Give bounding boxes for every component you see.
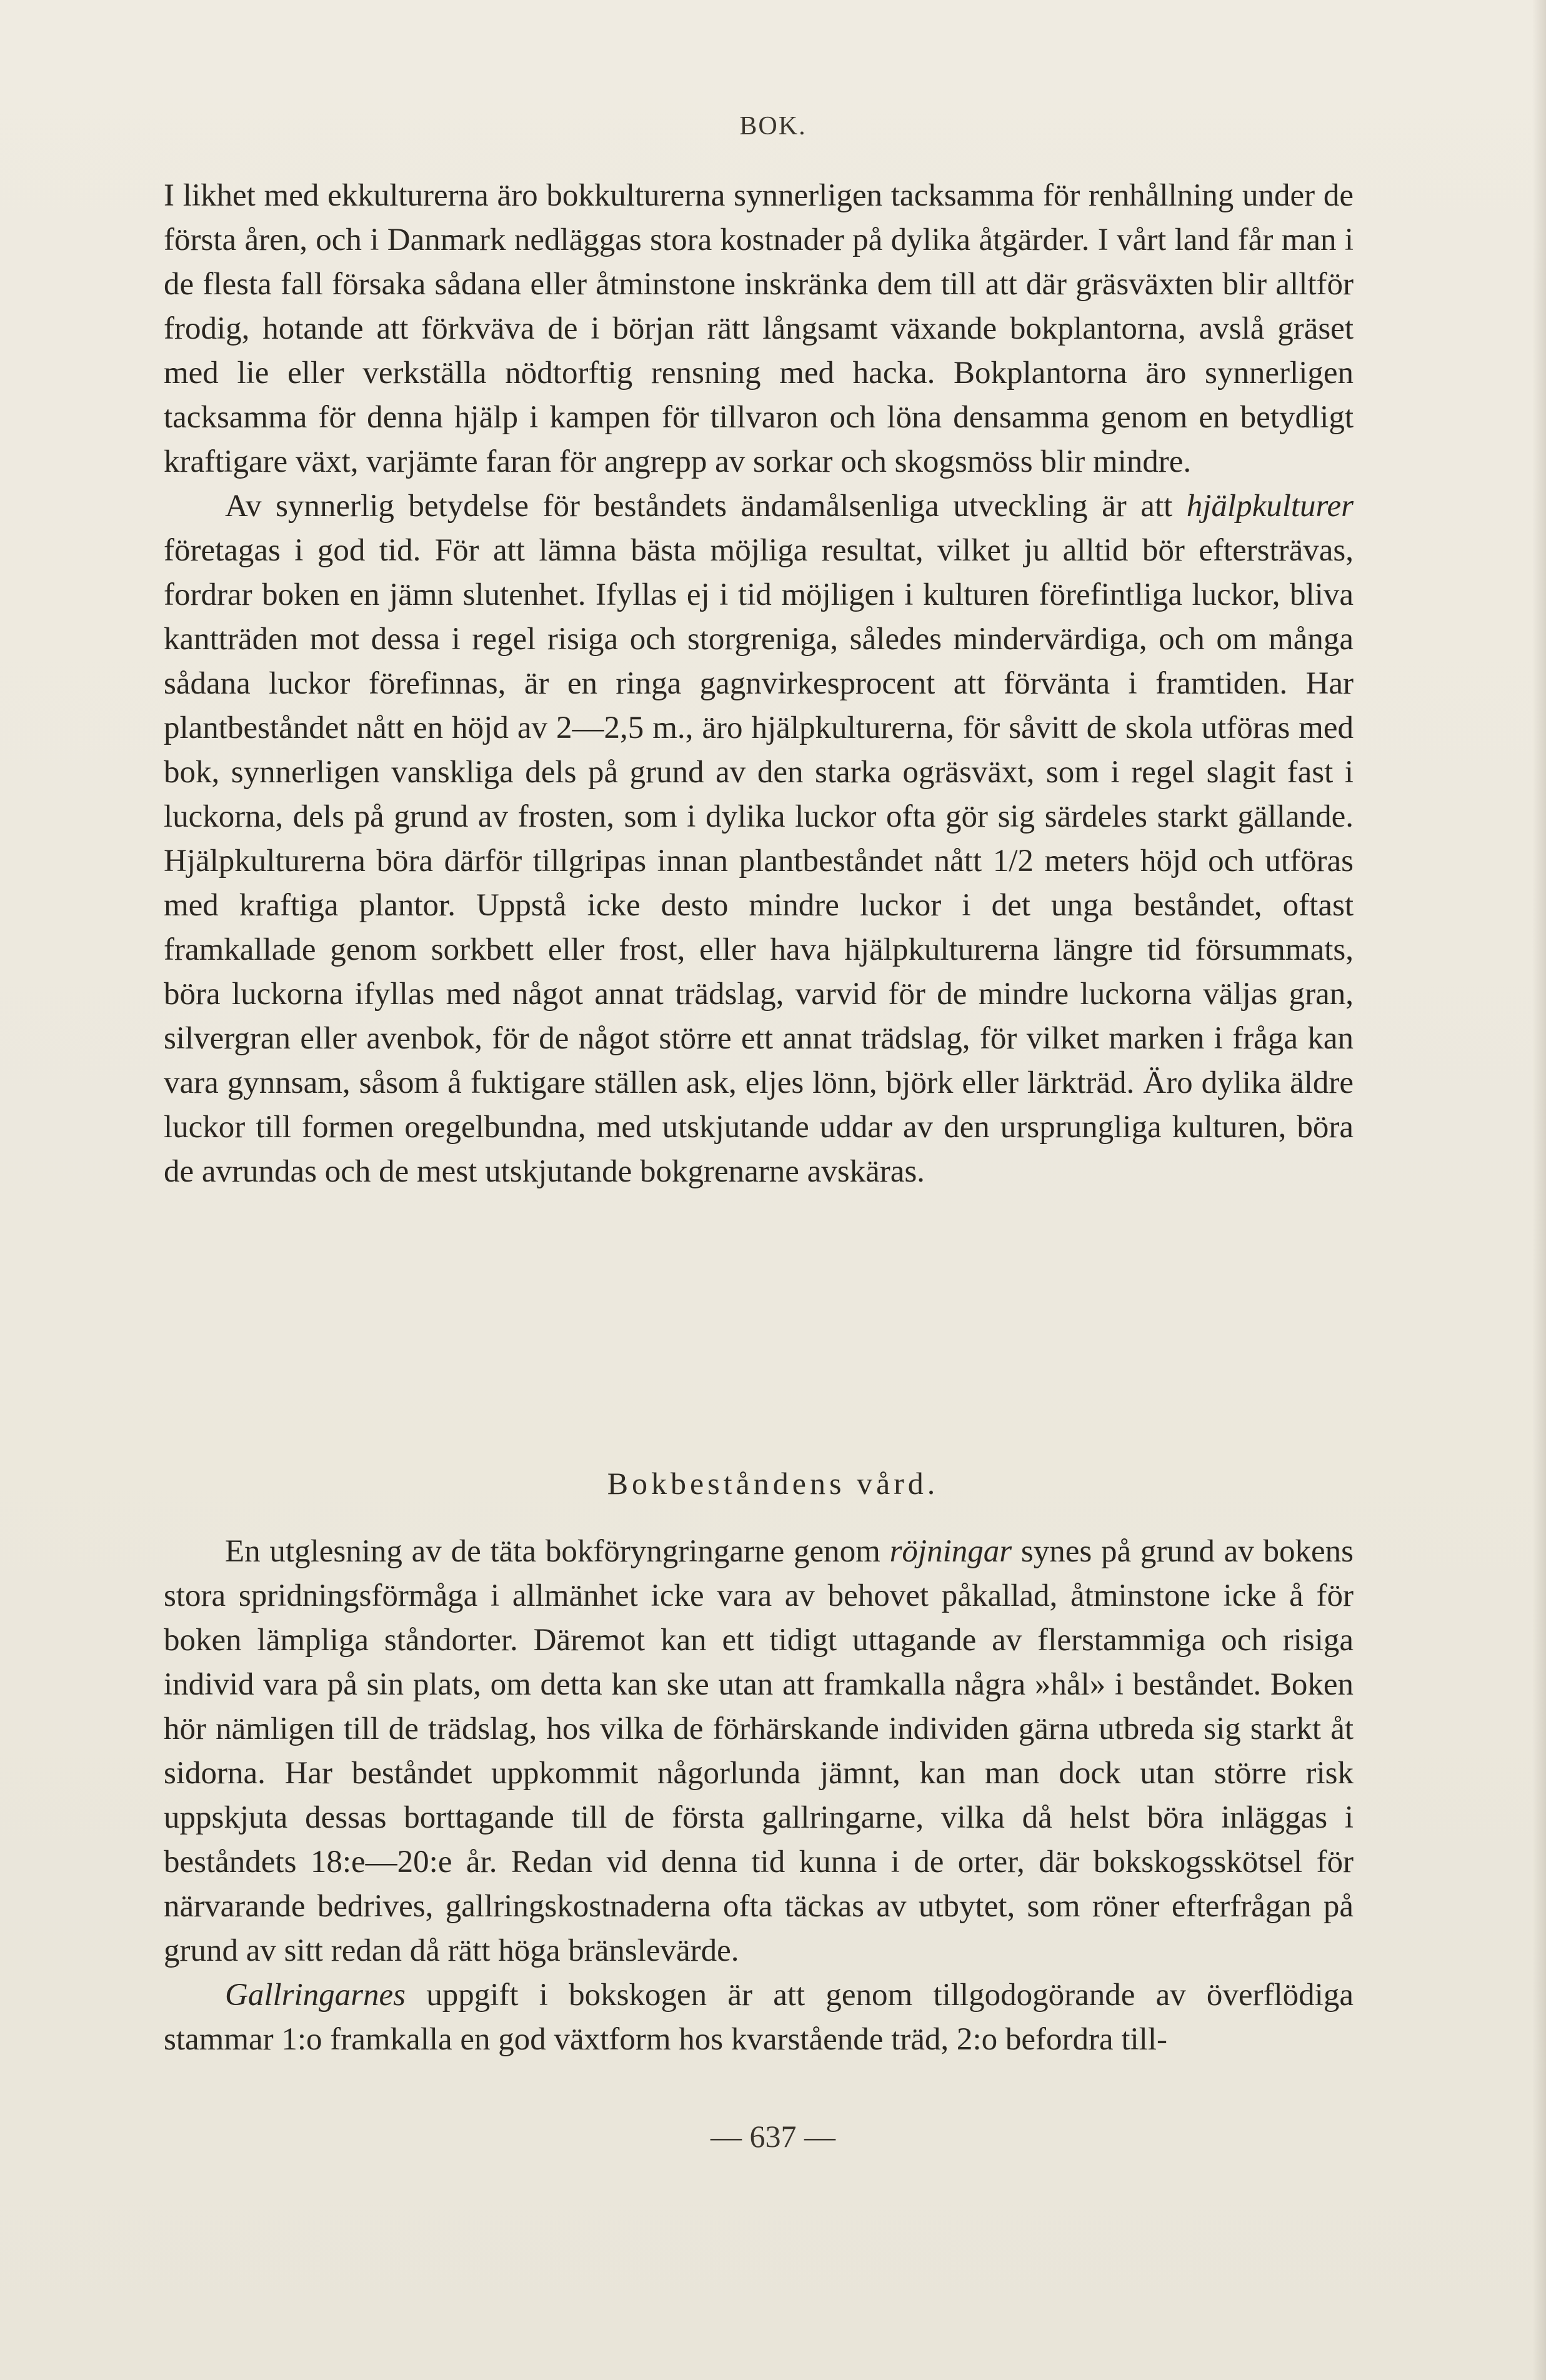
paragraph-text: Av synnerlig betydelse för beståndets ändamålsenliga utveckling är att — [225, 489, 1187, 524]
paragraph — [164, 1973, 1354, 2062]
section-two-text — [164, 1530, 1354, 2062]
running-head: BOK. — [739, 112, 807, 141]
paragraph — [164, 1530, 1354, 1973]
paragraph-text: synes på grund av bokens stora spridningsförmåga i allmänhet icke vara av behovet påkallad, åtminstone icke å för boken lämpliga ståndorter. Däremot kan ett tidigt uttagande av flerstammiga och risiga individ vara på sin plats, om detta kan ske utan att framkalla några »hål» i beståndet. Boken hör nämligen till de trädslag, hos vilka de förhärskande individen gärna utbreda sig starkt åt sidorna. Har beståndet uppkommit någorlunda jämnt, kan man dock utan större risk uppskjuta dessas borttagande till de första gallringarne, vilka då helst böra inläggas i beståndets 18:e—20:e år. Redan vid denna tid kunna i de orter, där bokskogsskötsel för närvarande bedrives, gallringskostnaderna ofta täckas av utbytet, som röner efterfrågan på grund av sitt redan då rätt höga bränslevärde. — [164, 1534, 1354, 1968]
paragraph-text: En utglesning av de täta bokföryngringarne genom — [225, 1534, 890, 1569]
section-one-text — [164, 174, 1354, 1194]
page-edge-shadow — [1532, 0, 1546, 2380]
italic-term: hjälpkulturer — [1186, 489, 1354, 524]
paragraph — [164, 484, 1354, 1194]
paragraph-text: uppgift i bokskogen är att genom tillgodogörande av överflödiga stammar 1:o framkalla en god växtform hos kvarstående träd, 2:o befordra till- — [164, 1978, 1354, 2057]
section-heading: Bokbeståndens vård. — [607, 1466, 939, 1501]
page-number: — 637 — — [711, 2119, 835, 2154]
italic-term: Gallringarnes — [225, 1978, 406, 2013]
paragraph: I likhet med ekkulturerna äro bokkulturerna synnerligen tacksamma för renhållning under de första åren, och i Danmark nedläggas stora kostnader på dylika åtgärder. I vårt land får man i de flesta fall försaka sådana eller åtminstone inskränka dem till att där gräsväxten blir alltför frodig, hotande att förkväva de i början rätt långsamt växande bokplantorna, avslå gräset med lie eller verkställa nödtorftig rensning med hacka. Bokplantorna äro synnerligen tacksamma för denna hjälp i kampen för tillvaron och löna densamma genom en betydligt kraftigare växt, varjämte faran för angrepp av sorkar och skogsmöss blir mindre. — [164, 178, 1354, 479]
italic-term: röjningar — [889, 1534, 1012, 1569]
paragraph-text: företagas i god tid. För att lämna bästa möjliga resultat, vilket ju alltid bör eftersträvas, fordrar boken en jämn slutenhet. Ifyllas ej i tid möjligen i kulturen förefintliga luckor, bliva kantträden mot dessa i regel risiga och storgreniga, således mindervärdiga, och om många sådana luckor förefinnas, är en ringa gagnvirkesprocent att förvänta i framtiden. Har plantbeståndet nått en höjd av 2—2,5 m., äro hjälpkulturerna, för såvitt de skola utföras med bok, synnerligen vanskliga dels på grund av den starka ogräsväxt, som i regel slagit fast i luckorna, dels på grund av frosten, som i dylika luckor ofta gör sig särdeles starkt gällande. Hjälpkulturerna böra därför tillgripas innan plantbeståndet nått 1/2 meters höjd och utföras med kraftiga plantor. Uppstå icke desto mindre luckor i det unga beståndet, oftast framkallade genom sorkbett eller frost, eller hava hjälpkulturerna längre tid försummats, böra luckorna ifyllas med något annat trädslag, varvid för de mindre luckorna väljas gran, silvergran eller avenbok, för de något större ett annat trädslag, för vilket marken i fråga kan vara gynnsam, såsom å fuktigare ställen ask, eljes lönn, björk eller lärkträd. Äro dylika äldre luckor till formen oregelbundna, med utskjutande uddar av den ursprungliga kulturen, böra de avrundas och de mest utskjutande bokgrenarne avskäras. — [164, 533, 1354, 1189]
